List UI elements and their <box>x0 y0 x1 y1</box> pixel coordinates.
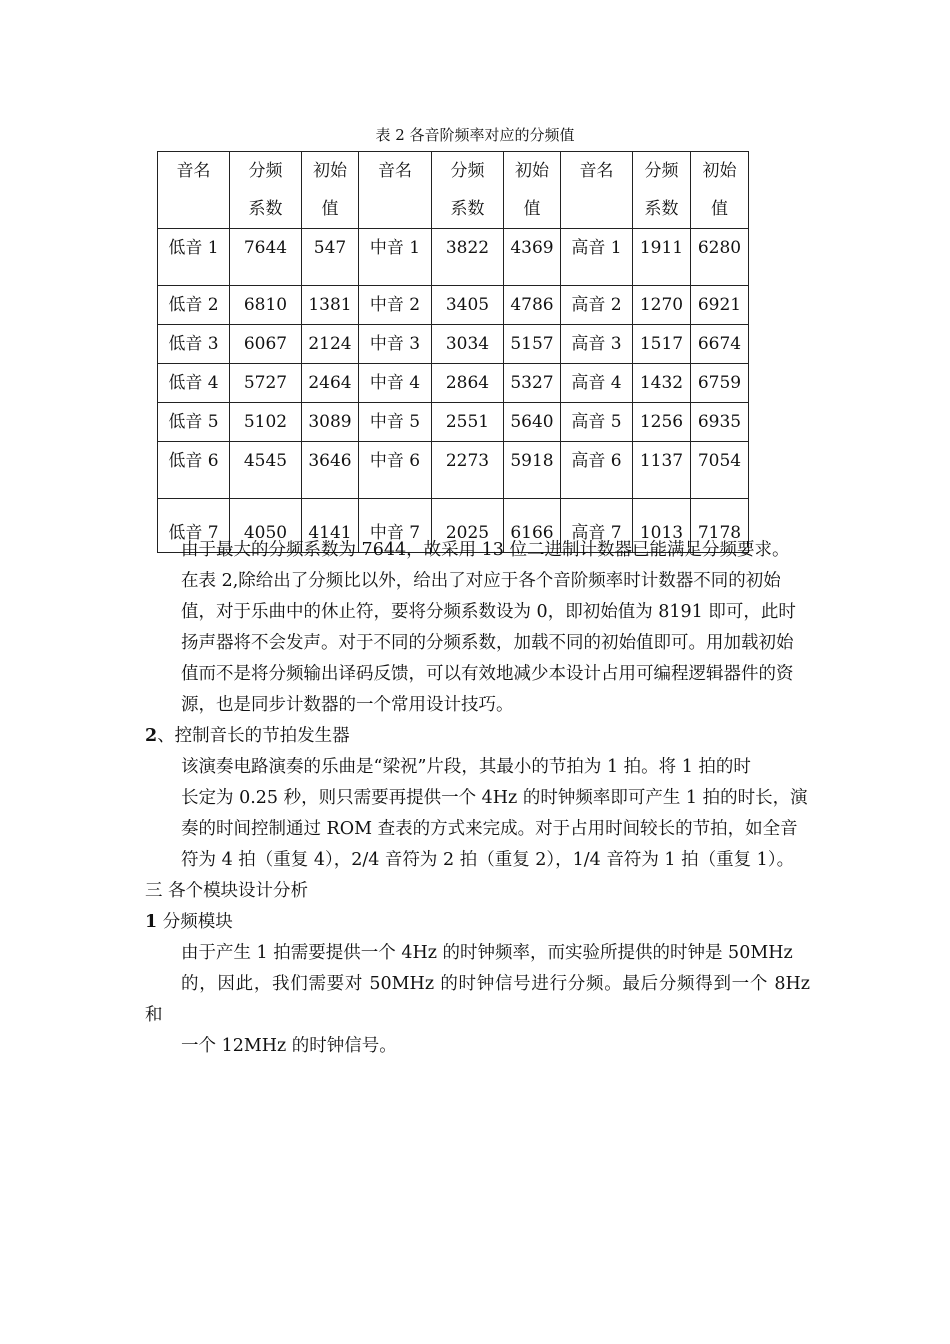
table-cell: 4545 <box>230 442 302 499</box>
header-text: 系数 <box>450 199 485 219</box>
header-text: 值 <box>321 199 339 219</box>
table-cell: 5102 <box>230 403 302 442</box>
table-header-cell <box>691 152 749 229</box>
table-cell: 4786 <box>504 286 561 325</box>
table-cell: 1381 <box>302 286 359 325</box>
table-cell: 1432 <box>633 364 691 403</box>
table-cell: 7054 <box>691 442 749 499</box>
table-cell: 高音 7 <box>561 499 633 553</box>
table-cell: 5327 <box>504 364 561 403</box>
table-header-cell <box>359 152 432 229</box>
header-text: 分频 <box>644 161 679 181</box>
table-cell: 1270 <box>633 286 691 325</box>
body-text <box>145 535 810 1062</box>
table-cell: 5640 <box>504 403 561 442</box>
header-text: 初始 <box>702 161 737 181</box>
table-cell: 2124 <box>302 325 359 364</box>
table-cell: 低音 5 <box>158 403 230 442</box>
table-cell: 547 <box>302 229 359 286</box>
heading-number: 2 <box>145 726 158 746</box>
text-line: 奏的时间控制通过 ROM 查表的方式来完成。对于占用时间较长的节拍，如全音 <box>181 819 798 839</box>
table-cell: 1517 <box>633 325 691 364</box>
table-cell: 高音 3 <box>561 325 633 364</box>
table-cell: 中音 5 <box>359 403 432 442</box>
paragraph-divider-coefficient <box>145 535 810 721</box>
table-cell: 3646 <box>302 442 359 499</box>
table-cell: 低音 7 <box>158 499 230 553</box>
table-cell: 5727 <box>230 364 302 403</box>
paragraph-beat <box>145 752 810 876</box>
table-header-cell <box>302 152 359 229</box>
paragraph-divider-module <box>145 938 810 1062</box>
header-text: 音名 <box>378 161 412 181</box>
table-row <box>158 229 749 286</box>
table-cell: 高音 1 <box>561 229 633 286</box>
table-cell: 3822 <box>432 229 504 286</box>
table-cell: 2551 <box>432 403 504 442</box>
header-text: 音名 <box>176 161 211 181</box>
text-line: 值而不是将分频输出译码反馈，可以有效地减少本设计占用可编程逻辑器件的资 <box>181 664 794 684</box>
heading-text: 分频模块 <box>157 912 233 932</box>
table-cell: 6166 <box>504 499 561 553</box>
text-line: 源，也是同步计数器的一个常用设计技巧。 <box>181 695 514 715</box>
table-row <box>158 286 749 325</box>
text-line: 扬声器将不会发声。对于不同的分频系数，加载不同的初始值即可。用加载初始 <box>181 633 794 653</box>
text-line: 符为 4 拍（重复 4），2/4 音符为 2 拍（重复 2），1/4 音符为 1 拍（重复 1）。 <box>181 850 795 870</box>
table-cell: 中音 3 <box>359 325 432 364</box>
table-cell: 6935 <box>691 403 749 442</box>
header-text: 分频 <box>450 161 485 181</box>
table-cell: 6674 <box>691 325 749 364</box>
table-cell: 中音 6 <box>359 442 432 499</box>
table-cell: 2464 <box>302 364 359 403</box>
table-cell: 高音 2 <box>561 286 633 325</box>
table-cell: 3034 <box>432 325 504 364</box>
heading-text: 、控制音长的节拍发生器 <box>157 726 350 746</box>
table-cell: 3089 <box>302 403 359 442</box>
text-line: 的，因此，我们需要对 50MHz 的时钟信号进行分频。最后分频得到一个 8Hz 和 <box>145 974 810 1025</box>
header-text: 初始 <box>313 161 347 181</box>
table-cell: 7644 <box>230 229 302 286</box>
table-header-cell <box>633 152 691 229</box>
table-cell: 2025 <box>432 499 504 553</box>
frequency-division-table <box>157 151 749 553</box>
table-cell: 6921 <box>691 286 749 325</box>
table-header-cell <box>432 152 504 229</box>
table-cell: 5918 <box>504 442 561 499</box>
header-text: 分频 <box>248 161 283 181</box>
table-cell: 低音 2 <box>158 286 230 325</box>
table-cell: 6759 <box>691 364 749 403</box>
table-cell: 低音 6 <box>158 442 230 499</box>
table-header-cell <box>158 152 230 229</box>
text-line: 值，对于乐曲中的休止符，要将分频系数设为 0，即初始值为 8191 即可，此时 <box>181 602 796 622</box>
table-cell: 5157 <box>504 325 561 364</box>
table-cell: 1911 <box>633 229 691 286</box>
table-row <box>158 442 749 499</box>
text-line: 一个 12MHz 的时钟信号。 <box>181 1036 397 1056</box>
table-caption: 表 2 各音阶频率对应的分频值 <box>375 126 575 144</box>
table-cell: 高音 4 <box>561 364 633 403</box>
table-cell: 6067 <box>230 325 302 364</box>
table-cell: 中音 2 <box>359 286 432 325</box>
table-cell: 中音 1 <box>359 229 432 286</box>
section-heading-beat-generator <box>145 721 810 752</box>
table-cell: 4050 <box>230 499 302 553</box>
header-text: 值 <box>523 199 541 219</box>
table-row <box>158 364 749 403</box>
table-row <box>158 403 749 442</box>
table-cell: 1256 <box>633 403 691 442</box>
table-cell: 高音 5 <box>561 403 633 442</box>
table-cell: 1013 <box>633 499 691 553</box>
table-cell: 低音 1 <box>158 229 230 286</box>
table-cell: 低音 3 <box>158 325 230 364</box>
table-cell: 高音 6 <box>561 442 633 499</box>
table-cell: 2273 <box>432 442 504 499</box>
table-body <box>158 152 749 553</box>
table-cell: 4141 <box>302 499 359 553</box>
text-line: 在表 2,除给出了分频比以外，给出了对应于各个音阶频率时计数器不同的初始 <box>181 571 781 591</box>
table-cell: 6280 <box>691 229 749 286</box>
header-text: 音名 <box>579 161 614 181</box>
text-line: 由于最大的分频系数为 7644，故采用 13 位二进制计数器已能满足分频要求。 <box>181 540 790 560</box>
text-line: 该演奏电路演奏的乐曲是“梁祝”片段，其最小的节拍为 1 拍。将 1 拍的时 <box>181 757 751 777</box>
text-line: 由于产生 1 拍需要提供一个 4Hz 的时钟频率，而实验所提供的时钟是 50MHz <box>181 943 793 963</box>
table-row <box>158 325 749 364</box>
table-cell: 中音 4 <box>359 364 432 403</box>
table-cell: 中音 7 <box>359 499 432 553</box>
header-text: 系数 <box>248 199 283 219</box>
header-text: 值 <box>711 199 728 219</box>
section-heading-divider-module <box>145 907 810 938</box>
table-header-cell <box>230 152 302 229</box>
heading-number: 1 <box>145 912 158 932</box>
chapter-heading-module-analysis: 三 各个模块设计分析 <box>145 881 309 901</box>
table-cell: 6810 <box>230 286 302 325</box>
table-cell: 2864 <box>432 364 504 403</box>
table-header-cell <box>561 152 633 229</box>
table-cell: 低音 4 <box>158 364 230 403</box>
table-header-row <box>158 152 749 229</box>
table-cell: 4369 <box>504 229 561 286</box>
table-cell: 3405 <box>432 286 504 325</box>
table-cell: 7178 <box>691 499 749 553</box>
text-line: 长定为 0.25 秒，则只需要再提供一个 4Hz 的时钟频率即可产生 1 拍的时长，演 <box>181 788 808 808</box>
table-header-cell <box>504 152 561 229</box>
header-text: 系数 <box>644 199 679 219</box>
table-cell: 1137 <box>633 442 691 499</box>
header-text: 初始 <box>515 161 549 181</box>
